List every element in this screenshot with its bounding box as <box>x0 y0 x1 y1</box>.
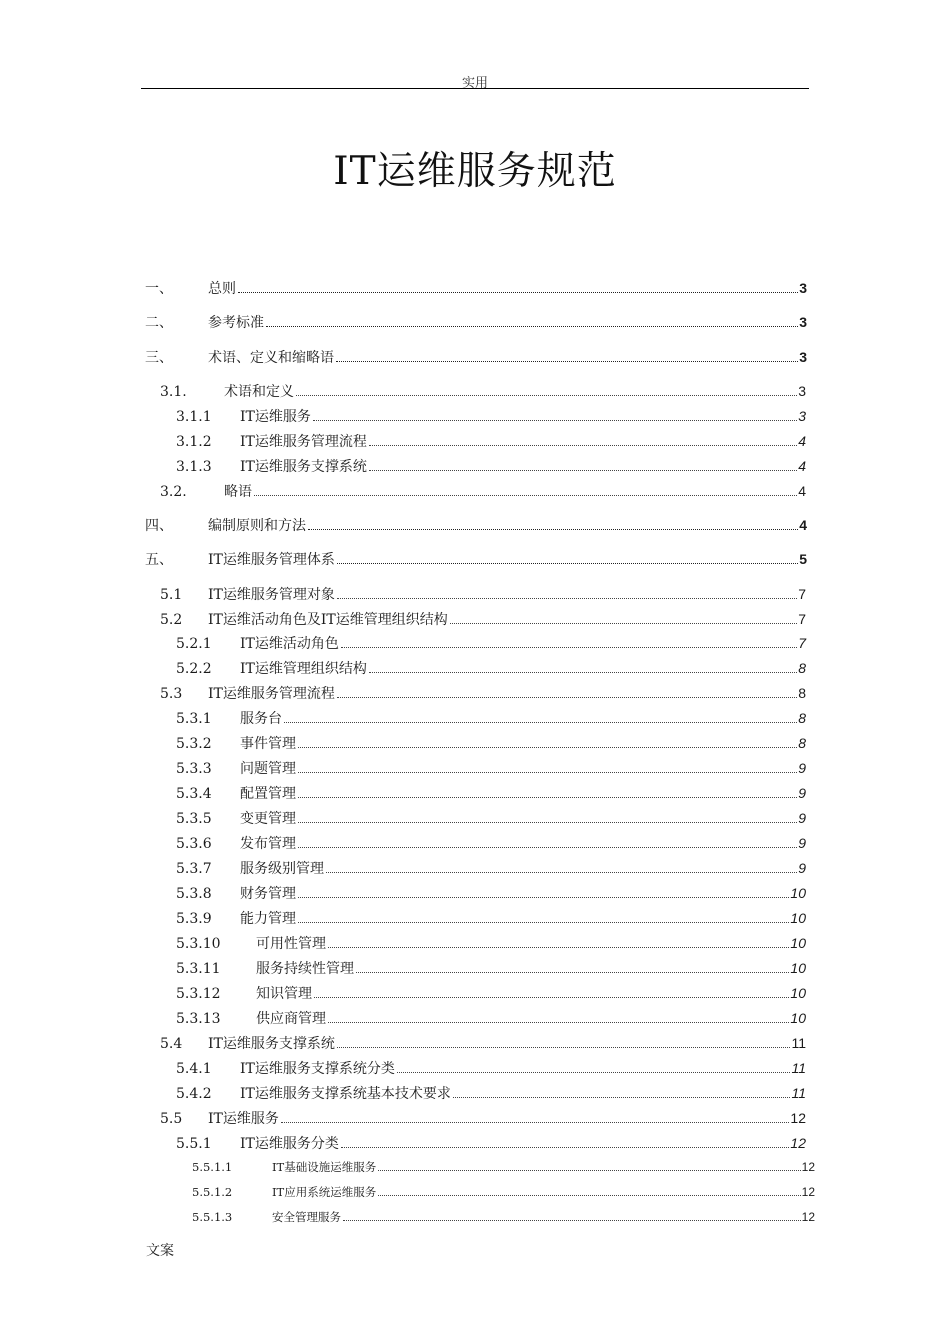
toc-entry-number: 二、 <box>145 315 173 331</box>
toc-page-number: 3 <box>799 314 807 330</box>
toc-entry-title: 知识管理 <box>256 986 312 1002</box>
toc-dot-leader <box>313 420 797 421</box>
toc-dot-leader <box>326 872 797 873</box>
toc-entry-number: 5.3 <box>160 686 183 702</box>
toc-dot-leader <box>298 922 789 923</box>
toc-entry-title: IT运维服务管理对象 <box>208 587 335 603</box>
toc-page-number: 12 <box>790 1135 806 1151</box>
toc-page-number: 3 <box>799 349 807 365</box>
toc-entry[interactable] <box>160 609 806 631</box>
toc-dot-leader <box>356 972 789 973</box>
toc-entry[interactable] <box>176 658 806 680</box>
toc-entry[interactable] <box>176 783 806 805</box>
toc-page-number: 12 <box>790 1110 806 1126</box>
toc-entry-number: 5.2 <box>160 612 183 628</box>
toc-page-number: 10 <box>790 910 806 926</box>
toc-dot-leader <box>328 1022 789 1023</box>
toc-entry[interactable] <box>176 406 806 428</box>
toc-page-number: 4 <box>798 483 806 499</box>
toc-entry-number: 3.1.1 <box>176 409 212 425</box>
toc-entry[interactable] <box>160 683 806 705</box>
toc-entry-title: 略语 <box>224 484 252 500</box>
toc-entry-title: IT运维服务支撑系统 <box>208 1036 335 1052</box>
toc-entry[interactable] <box>176 983 806 1005</box>
toc-entry[interactable] <box>176 1058 806 1080</box>
toc-entry-number: 5.3.7 <box>176 861 212 877</box>
toc-page-number: 9 <box>798 860 806 876</box>
toc-page-number: 3 <box>798 383 806 399</box>
toc-entry-title: IT运维服务管理流程 <box>240 434 367 450</box>
toc-dot-leader <box>337 563 798 564</box>
toc-entry-number: 5.5.1 <box>176 1136 212 1152</box>
toc-entry[interactable] <box>176 858 806 880</box>
toc-dot-leader <box>281 1122 790 1123</box>
toc-entry-number: 3.1. <box>160 384 187 400</box>
toc-entry-title: 财务管理 <box>240 886 296 902</box>
toc-entry-title: IT运维服务管理流程 <box>208 686 335 702</box>
toc-page-number: 8 <box>798 685 806 701</box>
toc-page-number: 12 <box>801 1160 815 1174</box>
toc-page-number: 11 <box>791 1085 806 1101</box>
toc-page-number: 10 <box>790 985 806 1001</box>
toc-entry[interactable] <box>160 584 806 606</box>
toc-entry-number: 5.3.8 <box>176 886 212 902</box>
toc-dot-leader <box>298 772 797 773</box>
toc-entry-number: 5.3.13 <box>176 1011 221 1027</box>
toc-entry-number: 四、 <box>145 518 173 534</box>
toc-entry-title: 编制原则和方法 <box>208 518 306 534</box>
toc-page-number: 7 <box>798 611 806 627</box>
toc-dot-leader <box>337 598 797 599</box>
toc-entry[interactable] <box>160 1033 806 1055</box>
toc-entry[interactable] <box>176 808 806 830</box>
toc-page-number: 9 <box>798 785 806 801</box>
toc-entry-title: 变更管理 <box>240 811 296 827</box>
toc-entry-number: 5.3.6 <box>176 836 212 852</box>
toc-dot-leader <box>238 292 798 293</box>
toc-entry[interactable] <box>176 431 806 453</box>
toc-page-number: 3 <box>798 408 806 424</box>
toc-dot-leader <box>266 326 798 327</box>
toc-dot-leader <box>296 395 797 396</box>
toc-entry-title: 能力管理 <box>240 911 296 927</box>
toc-dot-leader <box>254 495 797 496</box>
toc-entry-number: 三、 <box>145 350 173 366</box>
toc-entry-title: 术语和定义 <box>224 384 294 400</box>
toc-entry[interactable] <box>145 549 807 571</box>
toc-entry-number: 5.2.1 <box>176 636 212 652</box>
toc-entry-number: 5.3.11 <box>176 961 221 977</box>
toc-entry[interactable] <box>176 456 806 478</box>
toc-page-number: 4 <box>798 458 806 474</box>
toc-entry-number: 5.4.1 <box>176 1061 212 1077</box>
toc-entry-number: 3.1.2 <box>176 434 212 450</box>
toc-entry-number: 5.5.1.1 <box>192 1160 233 1174</box>
toc-page-number: 4 <box>799 517 807 533</box>
toc-dot-leader <box>284 722 797 723</box>
toc-entry[interactable] <box>192 1184 815 1206</box>
toc-entry-title: 服务持续性管理 <box>256 961 354 977</box>
toc-entry-title: IT运维活动角色及IT运维管理组织结构 <box>208 612 448 628</box>
toc-page-number: 11 <box>791 1060 806 1076</box>
toc-entry-number: 5.1 <box>160 587 183 603</box>
toc-dot-leader <box>341 1147 790 1148</box>
toc-entry-title: IT运维服务 <box>208 1111 279 1127</box>
toc-entry-title: IT应用系统运维服务 <box>272 1185 377 1199</box>
toc-entry[interactable] <box>145 312 807 334</box>
toc-page-number: 7 <box>798 635 806 651</box>
toc-entry-number: 3.1.3 <box>176 459 212 475</box>
toc-dot-leader <box>341 647 797 648</box>
toc-page-number: 8 <box>798 735 806 751</box>
toc-entry-number: 5.3.10 <box>176 936 221 952</box>
toc-dot-leader <box>397 1072 791 1073</box>
toc-dot-leader <box>314 997 789 998</box>
toc-dot-leader <box>336 361 798 362</box>
toc-page-number: 7 <box>798 586 806 602</box>
toc-entry-number: 5.3.1 <box>176 711 212 727</box>
toc-entry-title: 可用性管理 <box>256 936 326 952</box>
toc-dot-leader <box>298 847 797 848</box>
toc-dot-leader <box>337 1047 791 1048</box>
toc-entry-number: 5.3.2 <box>176 736 212 752</box>
toc-dot-leader <box>328 947 789 948</box>
toc-entry[interactable] <box>176 708 806 730</box>
toc-dot-leader <box>450 623 797 624</box>
toc-entry-number: 5.3.9 <box>176 911 212 927</box>
toc-entry-title: 术语、定义和缩略语 <box>208 350 334 366</box>
toc-entry-title: 供应商管理 <box>256 1011 326 1027</box>
toc-page-number: 10 <box>790 1010 806 1026</box>
toc-entry[interactable] <box>145 278 807 300</box>
toc-page-number: 10 <box>790 885 806 901</box>
toc-entry[interactable] <box>176 958 806 980</box>
toc-entry-number: 五、 <box>145 552 173 568</box>
toc-entry-title: IT运维服务分类 <box>240 1136 339 1152</box>
toc-entry-title: IT基础设施运维服务 <box>272 1160 377 1174</box>
toc-entry-title: 问题管理 <box>240 761 296 777</box>
toc-entry[interactable] <box>176 633 806 655</box>
toc-dot-leader <box>298 797 797 798</box>
document-title: IT运维服务规范 <box>333 149 617 194</box>
toc-entry[interactable] <box>176 1133 806 1155</box>
toc-entry[interactable] <box>192 1209 815 1231</box>
toc-entry-number: 3.2. <box>160 484 187 500</box>
toc-entry-number: 5.4.2 <box>176 1086 212 1102</box>
toc-dot-leader <box>298 822 797 823</box>
toc-page-number: 9 <box>798 760 806 776</box>
toc-entry[interactable] <box>192 1159 815 1181</box>
toc-page-number: 10 <box>790 960 806 976</box>
toc-dot-leader <box>369 445 797 446</box>
toc-entry-title: 总则 <box>208 281 236 297</box>
toc-entry-number: 5.4 <box>160 1036 183 1052</box>
toc-entry[interactable] <box>176 733 806 755</box>
toc-entry-title: 服务台 <box>240 711 282 727</box>
toc-dot-leader <box>308 529 798 530</box>
toc-entry-number: 5.5.1.3 <box>192 1210 233 1224</box>
toc-entry-title: 发布管理 <box>240 836 296 852</box>
toc-entry[interactable] <box>176 933 806 955</box>
toc-dot-leader <box>337 697 797 698</box>
toc-page-number: 10 <box>790 935 806 951</box>
toc-entry-title: IT运维服务支撑系统分类 <box>240 1061 395 1077</box>
toc-entry[interactable] <box>176 833 806 855</box>
toc-dot-leader <box>343 1220 801 1221</box>
toc-page-number: 3 <box>799 280 807 296</box>
toc-entry-number: 5.3.5 <box>176 811 212 827</box>
toc-entry-number: 一、 <box>145 281 173 297</box>
toc-page-number: 4 <box>798 433 806 449</box>
toc-entry-number: 5.3.3 <box>176 761 212 777</box>
toc-entry-number: 5.3.4 <box>176 786 212 802</box>
page-header: 实用 <box>461 76 488 91</box>
toc-dot-leader <box>378 1170 800 1171</box>
toc-page-number: 11 <box>791 1035 806 1051</box>
toc-page-number: 12 <box>801 1210 815 1224</box>
toc-entry[interactable] <box>160 381 806 403</box>
toc-dot-leader <box>378 1195 800 1196</box>
toc-entry[interactable] <box>176 908 806 930</box>
toc-dot-leader <box>298 897 789 898</box>
toc-entry[interactable] <box>176 758 806 780</box>
toc-dot-leader <box>453 1097 791 1098</box>
toc-entry-title: IT运维服务管理体系 <box>208 552 335 568</box>
toc-page-number: 9 <box>798 810 806 826</box>
toc-entry-title: IT运维服务 <box>240 409 311 425</box>
toc-entry[interactable] <box>176 1083 806 1105</box>
toc-entry-title: IT运维管理组织结构 <box>240 661 367 677</box>
toc-page-number: 8 <box>798 660 806 676</box>
toc-page-number: 8 <box>798 710 806 726</box>
toc-entry-title: IT运维服务支撑系统 <box>240 459 367 475</box>
toc-entry-title: IT运维服务支撑系统基本技术要求 <box>240 1086 451 1102</box>
toc-entry-number: 5.3.12 <box>176 986 221 1002</box>
toc-entry[interactable] <box>145 515 807 537</box>
toc-page-number: 5 <box>799 551 807 567</box>
toc-entry[interactable] <box>160 1108 806 1130</box>
toc-entry-title: 服务级别管理 <box>240 861 324 877</box>
toc-dot-leader <box>369 672 797 673</box>
toc-page-number: 9 <box>798 835 806 851</box>
toc-entry-title: IT运维活动角色 <box>240 636 339 652</box>
toc-entry-number: 5.5.1.2 <box>192 1185 233 1199</box>
toc-entry[interactable] <box>176 883 806 905</box>
toc-entry-title: 安全管理服务 <box>272 1210 341 1224</box>
toc-entry-number: 5.2.2 <box>176 661 212 677</box>
toc-entry-title: 事件管理 <box>240 736 296 752</box>
toc-dot-leader <box>369 470 797 471</box>
toc-dot-leader <box>298 747 797 748</box>
toc-entry[interactable] <box>145 347 807 369</box>
toc-entry[interactable] <box>160 481 806 503</box>
toc-page-number: 12 <box>801 1185 815 1199</box>
page-footer: 文案 <box>146 1243 174 1259</box>
toc-entry-number: 5.5 <box>160 1111 183 1127</box>
toc-entry-title: 参考标准 <box>208 315 264 331</box>
toc-entry-title: 配置管理 <box>240 786 296 802</box>
toc-entry[interactable] <box>176 1008 806 1030</box>
